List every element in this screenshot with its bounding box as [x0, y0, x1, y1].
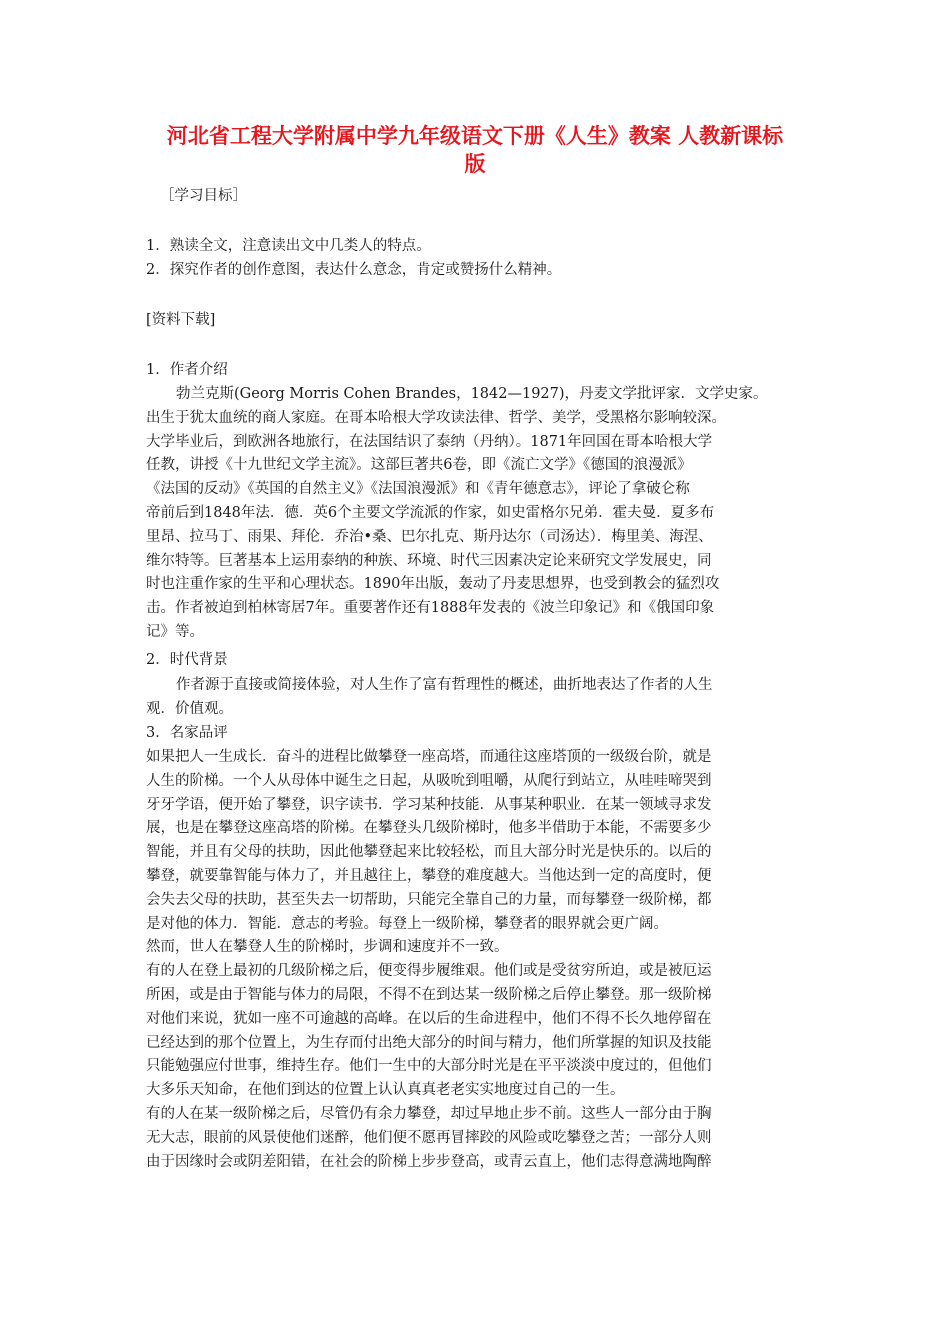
paragraph-line: 有的人在登上最初的几级阶梯之后，便变得步履维艰。他们或是受贫穷所迫，或是被厄运: [146, 963, 712, 980]
goal-item: 1．熟读全文，注意读出文中几类人的特点。: [146, 238, 431, 254]
paragraph-line: 如果把人一生成长．奋斗的进程比做攀登一座高塔，而通往这座塔顶的一级级台阶，就是: [146, 749, 712, 765]
paragraph-line: 观．价值观。: [146, 701, 233, 717]
goal-item: 2．探究作者的创作意图，表达什么意念，肯定或赞扬什么精神。: [146, 262, 562, 278]
paragraph-line: 是对他的体力．智能．意志的考验。每登上一级阶梯，攀登者的眼界就会更广阔。: [146, 915, 668, 932]
paragraph-line: 任教，讲授《十九世纪文学主流》。这部巨著共6卷，即《流亡文学》《德国的浪漫派》: [146, 457, 692, 474]
paragraph-line: 《法国的反动》《英国的自然主义》《法国浪漫派》和《青年德意志》，评论了拿破仑称: [146, 481, 690, 498]
section-heading: 1．作者介绍: [146, 362, 228, 378]
paragraph-line: 有的人在某一级阶梯之后，尽管仍有余力攀登，却过早地止步不前。这些人一部分由于胸: [146, 1106, 712, 1122]
title-line-1: 河北省工程大学附属中学九年级语文下册《人生》教案 人教新课标: [166, 124, 784, 148]
section-heading: 2．时代背景: [146, 652, 228, 668]
paragraph-line: 所困，或是由于智能与体力的局限，不得不在到达某一级阶梯之后停止攀登。那一级阶梯: [146, 987, 712, 1003]
paragraph-line: 作者源于直接或简接体验，对人生作了富有哲理性的概述，曲折地表达了作者的人生: [176, 677, 713, 693]
goals-heading: ［学习目标］: [160, 188, 247, 204]
paragraph-line: 对他们来说，犹如一座不可逾越的高峰。在以后的生命进程中，他们不得不长久地停留在: [146, 1010, 712, 1027]
paragraph-line: 牙牙学语，便开始了攀登，识字读书．学习某种技能．从事某种职业．在某一领域寻求发: [146, 796, 712, 813]
paragraph-line: 帝前后到1848年法．德．英6个主要文学流派的作家，如史雷格尔兄弟．霍夫曼．夏多布: [146, 505, 715, 521]
paragraph-line: 出生于犹太血统的商人家庭。在哥本哈根大学攻读法律、哲学、美学，受黑格尔影响较深。: [146, 409, 726, 426]
paragraph-line: 人生的阶梯。一个人从母体中诞生之日起，从吸吮到咀嚼，从爬行到站立，从哇哇啼哭到: [146, 772, 712, 789]
paragraph-line: 大多乐天知命，在他们到达的位置上认认真真老老实实地度过自己的一生。: [146, 1082, 625, 1099]
document-title: [130, 122, 820, 178]
paragraph-line: 无大志，眼前的风景使他们迷醉，他们便不愿再冒摔跤的风险或吃攀登之苦；一部分人则: [146, 1129, 712, 1146]
paragraph-line: 维尔特等。巨著基本上运用泰纳的种族、环境、时代三因素决定论来研究文学发展史，同: [146, 552, 712, 569]
section-heading: 3．名家品评: [146, 725, 228, 741]
paragraph-line: 只能勉强应付世事，维持生存。他们一生中的大部分时光是在平平淡淡中度过的，但他们: [146, 1058, 712, 1075]
paragraph-line: 攀登，就要靠智能与体力了，并且越往上，攀登的难度越大。当他达到一定的高度时，便: [146, 868, 712, 884]
paragraph-line: 然而，世人在攀登人生的阶梯时，步调和速度并不一致。: [146, 939, 509, 956]
paragraph-line: 智能，并且有父母的扶助，因此他攀登起来比较轻松，而且大部分时光是快乐的。以后的: [146, 844, 712, 861]
paragraph-line: 时也注重作家的生平和心理状态。1890年出版，轰动了丹麦思想界，也受到教会的猛烈攻: [146, 576, 720, 593]
paragraph-line: 勃兰克斯(Georg Morris Cohen Brandes，1842—1927)，丹麦文学批评家．文学史家。: [176, 386, 768, 402]
paragraph-line: 里昂、拉马丁、雨果、拜伦．乔治•桑、巴尔扎克、斯丹达尔（司汤达）．梅里美、海涅、: [146, 528, 713, 545]
paragraph-line: 大学毕业后，到欧洲各地旅行，在法国结识了泰纳（丹纳）。1871年回国在哥本哈根大学: [146, 433, 713, 450]
resources-heading: [资料下载]: [146, 312, 216, 328]
title-line-2: 版: [464, 152, 486, 176]
paragraph-line: 会失去父母的扶助，甚至失去一切帮助，只能完全靠自己的力量，而每攀登一级阶梯，都: [146, 891, 712, 908]
paragraph-line: 由于因缘时会或阴差阳错，在社会的阶梯上步步登高，或青云直上，他们志得意满地陶醉: [146, 1153, 712, 1170]
paragraph-line: 击。作者被迫到柏林寄居7年。重要著作还有1888年发表的《波兰印象记》和《俄国印象: [146, 600, 715, 617]
paragraph-line: 已经达到的那个位置上，为生存而付出绝大部分的时间与精力，他们所掌握的知识及技能: [146, 1034, 712, 1051]
paragraph-line: 展，也是在攀登这座高塔的阶梯。在攀登头几级阶梯时，他多半借助于本能，不需要多少: [146, 820, 712, 837]
paragraph-line: 记》等。: [146, 624, 204, 640]
